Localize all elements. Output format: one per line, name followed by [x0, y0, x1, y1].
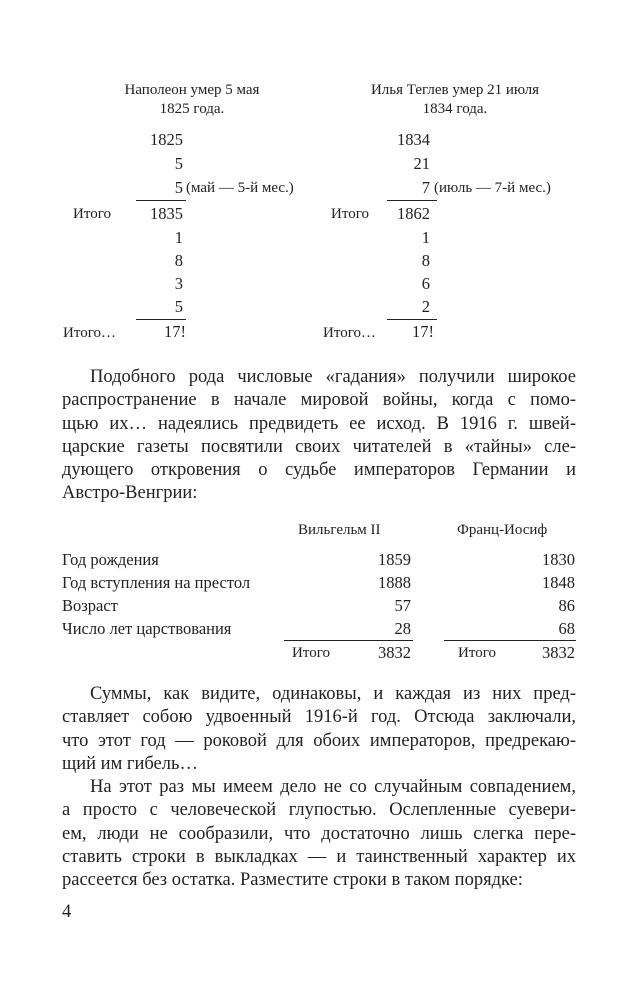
- paragraph-3-line: ставить строки в выкладках — и таинственный характер их: [62, 846, 576, 867]
- teglev-total-label: Итого: [331, 206, 369, 222]
- paragraph-1: [62, 366, 576, 506]
- paragraph-1-line: Подобного рода числовые «гадания» получили широкое: [90, 367, 576, 387]
- teglev-final: 17!: [412, 322, 434, 341]
- napoleon-sum-line-1: [136, 200, 186, 201]
- napoleon-title-line1: Наполеон умер 5 мая: [124, 82, 260, 98]
- napoleon-final-label: Итого…: [63, 325, 116, 341]
- teglev-row-1: 1834: [397, 130, 430, 149]
- paragraph-2: [62, 683, 576, 776]
- paragraph-3: [62, 776, 576, 892]
- table-total-label-col2: Итого: [458, 645, 496, 661]
- table-sum-line-col2: [444, 640, 576, 641]
- paragraph-2-line: ставляет собою удвоенный 1916-й год. Отсюда заключали,: [62, 707, 576, 728]
- table-cell-col1: 28: [394, 619, 411, 638]
- table-row-label: Год рождения: [62, 550, 159, 569]
- paragraph-3-line: рассеется без остатка. Разместите строки в таком порядке:: [62, 870, 523, 891]
- table-total-col1: 3832: [378, 643, 411, 662]
- table-cell-col2: 1830: [542, 550, 575, 569]
- table-row-label: Год вступления на престол: [62, 573, 251, 592]
- paragraph-3-line: а просто с человеческой глупостью. Ослепленные суевери-: [62, 800, 576, 821]
- teglev-title-line2: 1834 года.: [422, 101, 488, 117]
- napoleon-digit-3: 3: [174, 274, 183, 293]
- teglev-sum-line-1: [387, 200, 437, 201]
- teglev-total: 1862: [397, 204, 430, 223]
- table-total-col2: 3832: [542, 643, 575, 662]
- table-cell-col1: 1888: [378, 573, 411, 592]
- napoleon-row-2: 5: [174, 154, 183, 173]
- paragraph-2-line: что этот год — роковой для обоих императоров, предрекаю-: [62, 730, 576, 751]
- teglev-final-label: Итого…: [323, 325, 376, 341]
- teglev-row-3-note: (июль — 7-й мес.): [434, 180, 551, 196]
- napoleon-total-label: Итого: [73, 206, 111, 222]
- paragraph-2-line: щий им гибель…: [62, 753, 198, 774]
- table-cell-col1: 1859: [378, 550, 411, 569]
- page-number: 4: [62, 902, 72, 922]
- teglev-digit-2: 8: [421, 251, 430, 270]
- teglev-digit-4: 2: [421, 297, 430, 316]
- teglev-digit-3: 6: [421, 274, 430, 293]
- napoleon-digit-4: 5: [174, 297, 183, 316]
- napoleon-row-1: 1825: [150, 130, 183, 149]
- paragraph-2-line: Суммы, как видите, одинаковы, и каждая из них пред-: [90, 684, 576, 704]
- teglev-row-3: 7: [421, 178, 430, 197]
- napoleon-row-3: 5: [174, 178, 183, 197]
- paragraph-3-line: На этот раз мы имеем дело не со случайным совпадением,: [90, 777, 576, 797]
- napoleon-title-line2: 1825 года.: [159, 101, 225, 117]
- table-cell-col2: 1848: [542, 573, 575, 592]
- napoleon-row-3-note: (май — 5-й мес.): [186, 180, 294, 196]
- table-row-label: Число лет царствования: [62, 619, 232, 638]
- paragraph-1-line: Австро-Венгрии:: [62, 483, 198, 504]
- teglev-sum-line-2: [387, 319, 437, 320]
- napoleon-final: 17!: [164, 322, 186, 341]
- teglev-digit-1: 1: [421, 228, 430, 247]
- paragraph-1-line: царские газеты посвятили своих читателей в «тайны» сле-: [62, 436, 576, 457]
- table-cell-col1: 57: [394, 596, 411, 615]
- paragraph-1-line: дующего откровения о судьбе императоров Германии и: [62, 460, 576, 481]
- table-row-label: Возраст: [62, 596, 118, 615]
- teglev-title-line1: Илья Теглев умер 21 июля: [370, 82, 540, 98]
- table-col2-header: Франц-Иосиф: [457, 522, 548, 538]
- paragraph-1-line: щью их… надеялись предвидеть ее исход. В 1916 г. швей-: [62, 413, 576, 434]
- napoleon-digit-1: 1: [174, 228, 183, 247]
- table-cell-col2: 86: [558, 596, 575, 615]
- napoleon-total: 1835: [150, 204, 183, 223]
- napoleon-digit-2: 8: [174, 251, 183, 270]
- table-cell-col2: 68: [558, 619, 575, 638]
- table-sum-line-col1: [284, 640, 413, 641]
- napoleon-sum-line-2: [136, 319, 186, 320]
- paragraph-3-line: ем, люди не сообразили, что достаточно лишь слегка пере-: [62, 823, 576, 844]
- table-col1-header: Вильгельм II: [298, 522, 381, 538]
- teglev-row-2: 21: [413, 154, 430, 173]
- paragraph-1-line: распространение в начале мировой войны, когда с помо-: [62, 390, 576, 411]
- table-total-label-col1: Итого: [292, 645, 330, 661]
